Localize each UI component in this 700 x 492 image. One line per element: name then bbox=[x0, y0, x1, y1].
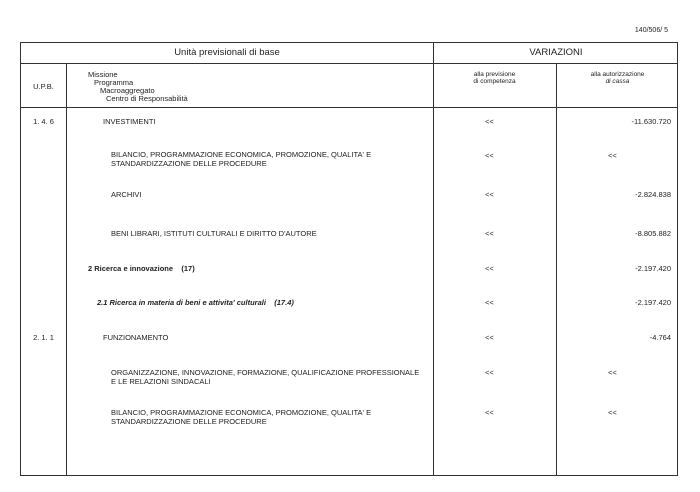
row-competenza: << bbox=[485, 117, 494, 126]
row-desc: FUNZIONAMENTO bbox=[103, 333, 169, 342]
row-cassa: << bbox=[608, 151, 617, 160]
row-desc: BILANCIO, PROGRAMMAZIONE ECONOMICA, PROMOZIONE, QUALITA' E bbox=[111, 150, 372, 159]
subheader-divider bbox=[21, 107, 677, 108]
row-cassa: -11.630.720 bbox=[631, 117, 671, 126]
row-desc: INVESTIMENTI bbox=[103, 117, 156, 126]
hierarchy-macroaggregato: Macroaggregato bbox=[100, 86, 155, 95]
row-competenza: << bbox=[485, 151, 494, 160]
upb-label: U.P.B. bbox=[33, 82, 54, 91]
row-competenza: << bbox=[485, 408, 494, 417]
row-desc: 2 Ricerca e innovazione (17) bbox=[88, 264, 195, 273]
row-upb: 1. 4. 6 bbox=[33, 117, 54, 126]
unita-previsionali-title: Unità previsionali di base bbox=[174, 47, 280, 58]
row-desc: BENI LIBRARI, ISTITUTI CULTURALI E DIRITTO D'AUTORE bbox=[111, 229, 317, 238]
upb-column-divider bbox=[66, 63, 67, 475]
variazioni-column-divider bbox=[433, 43, 434, 475]
row-cassa: -8.805.882 bbox=[635, 229, 671, 238]
row-competenza: << bbox=[485, 298, 494, 307]
row-cassa: << bbox=[608, 368, 617, 377]
row-competenza: << bbox=[485, 264, 494, 273]
row-desc-line2: STANDARDIZZAZIONE DELLE PROCEDURE bbox=[111, 417, 267, 426]
row-desc: 2.1 Ricerca in materia di beni e attivita' culturali (17.4) bbox=[97, 298, 294, 307]
row-desc-line2: E LE RELAZIONI SINDACALI bbox=[111, 377, 211, 386]
variazioni-title: VARIAZIONI bbox=[529, 47, 583, 58]
row-cassa: -2.197.420 bbox=[635, 264, 671, 273]
row-competenza: << bbox=[485, 229, 494, 238]
page-number: 140/506/ 5 bbox=[634, 27, 668, 34]
row-competenza: << bbox=[485, 190, 494, 199]
cassa-header-line1: alla autorizzazione bbox=[590, 71, 645, 78]
header-divider bbox=[21, 63, 677, 64]
competenza-header-line1: alla previsione bbox=[473, 71, 516, 78]
hierarchy-programma: Programma bbox=[94, 78, 134, 87]
row-competenza: << bbox=[485, 368, 494, 377]
hierarchy-centro-responsabilita: Centro di Responsabilità bbox=[106, 94, 188, 103]
competenza-header-line2: di competenza bbox=[473, 78, 516, 85]
row-cassa: << bbox=[608, 408, 617, 417]
row-upb: 2. 1. 1 bbox=[33, 333, 54, 342]
hierarchy-missione: Missione bbox=[88, 70, 118, 79]
row-cassa: -2.197.420 bbox=[635, 298, 671, 307]
row-desc-line2: STANDARDIZZAZIONE DELLE PROCEDURE bbox=[111, 159, 267, 168]
row-desc: ARCHIVI bbox=[111, 190, 142, 199]
variazioni-table bbox=[20, 42, 678, 476]
row-competenza: << bbox=[485, 333, 494, 342]
row-cassa: -4.764 bbox=[649, 333, 671, 342]
cassa-header-line2: di cassa bbox=[605, 78, 630, 85]
row-cassa: -2.824.838 bbox=[635, 190, 671, 199]
row-desc: ORGANIZZAZIONE, INNOVAZIONE, FORMAZIONE, QUALIFICAZIONE PROFESSIONALE bbox=[111, 368, 420, 377]
row-desc: BILANCIO, PROGRAMMAZIONE ECONOMICA, PROMOZIONE, QUALITA' E bbox=[111, 408, 372, 417]
